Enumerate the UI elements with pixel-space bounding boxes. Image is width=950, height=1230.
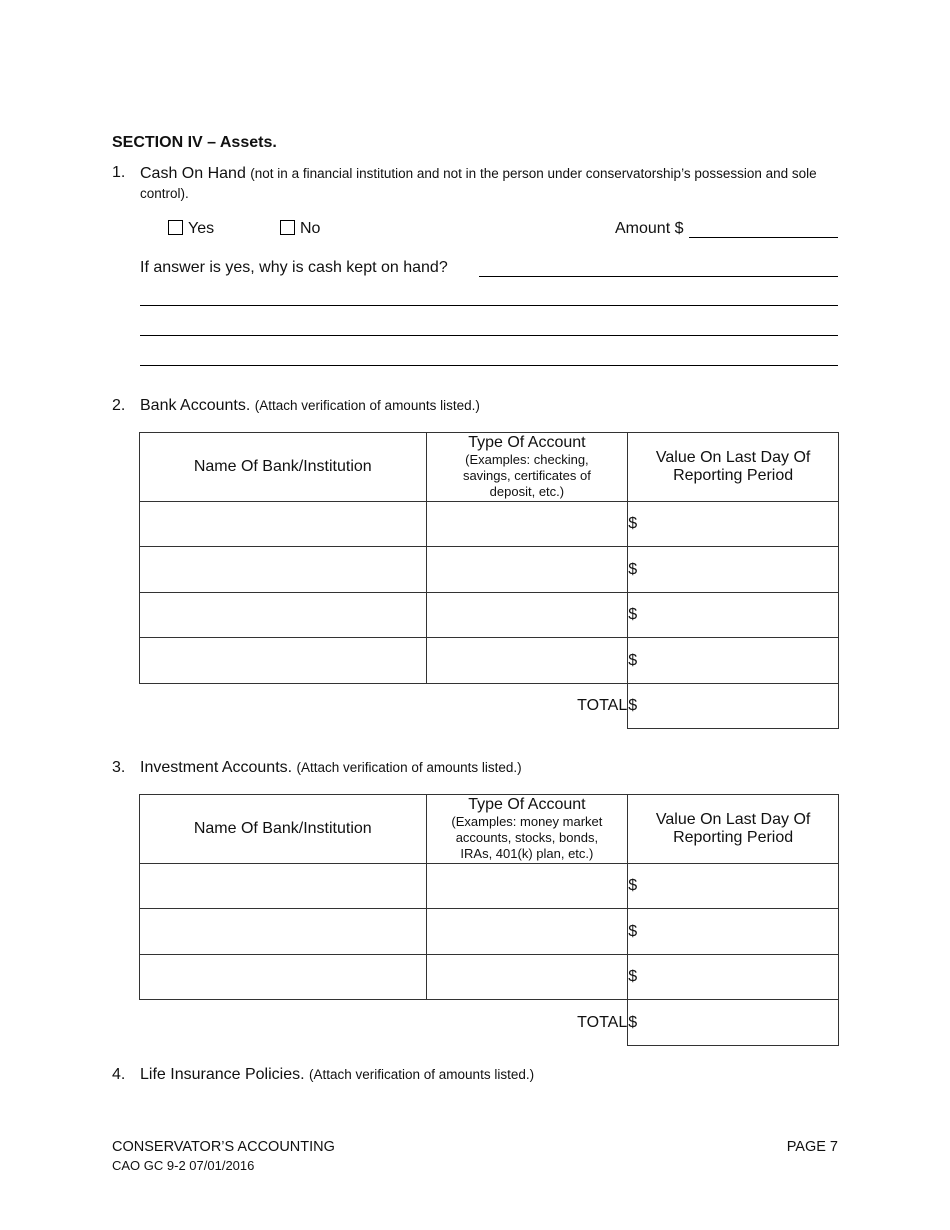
- yes-option[interactable]: [168, 220, 214, 238]
- q2-title: Bank Accounts.: [140, 397, 251, 414]
- total-label: TOTAL: [577, 697, 628, 715]
- bank-name-cell[interactable]: [140, 547, 427, 593]
- q1-heading: [140, 164, 830, 204]
- total-value-cell[interactable]: $: [628, 684, 839, 729]
- amount-field[interactable]: [689, 237, 838, 238]
- value-cell[interactable]: $: [628, 593, 839, 638]
- q4-heading: [140, 1066, 534, 1084]
- no-option[interactable]: [280, 220, 320, 238]
- bank-name-cell[interactable]: [140, 593, 427, 638]
- header-value: Value On Last Day Of Reporting Period: [628, 433, 839, 502]
- page-number: PAGE 7: [786, 1139, 838, 1155]
- table-row: [140, 955, 839, 1000]
- why-field-line-1[interactable]: [479, 276, 838, 277]
- q4-title: Life Insurance Policies.: [140, 1066, 305, 1083]
- account-type-cell[interactable]: [426, 909, 628, 955]
- header-account-type-main: Type Of Account: [468, 434, 586, 451]
- q1-subtitle: (not in a financial institution and not in the person under conservatorship’s possession and sole control).: [140, 166, 817, 201]
- footer-form-id: CAO GC 9-2 07/01/2016: [112, 1158, 255, 1173]
- section-title: SECTION IV – Assets.: [112, 134, 277, 151]
- value-cell[interactable]: $: [628, 955, 839, 1000]
- no-label: No: [300, 220, 321, 237]
- no-checkbox[interactable]: [280, 220, 295, 235]
- header-account-type-examples: (Examples: checking, savings, certificates of deposit, etc.): [462, 452, 591, 499]
- yes-label: Yes: [188, 220, 215, 237]
- header-bank-name: Name Of Bank/Institution: [140, 795, 427, 864]
- total-row: [140, 1000, 839, 1046]
- q4-number: 4.: [112, 1066, 126, 1083]
- header-value: Value On Last Day Of Reporting Period: [628, 795, 839, 864]
- table-row: [140, 502, 839, 547]
- account-type-cell[interactable]: [426, 593, 628, 638]
- table-row: [140, 864, 839, 909]
- amount-label: Amount $: [615, 220, 684, 237]
- bank-name-cell[interactable]: [140, 955, 427, 1000]
- yes-checkbox[interactable]: [168, 220, 183, 235]
- total-label: TOTAL: [577, 1013, 628, 1031]
- header-account-type: [426, 433, 628, 502]
- account-type-cell[interactable]: [426, 955, 628, 1000]
- q3-subtitle: (Attach verification of amounts listed.): [296, 760, 522, 775]
- value-cell[interactable]: $: [628, 638, 839, 684]
- header-account-type-examples: (Examples: money market accounts, stocks, bonds, IRAs, 401(k) plan, etc.): [451, 814, 603, 861]
- header-bank-name: Name Of Bank/Institution: [140, 433, 427, 502]
- table-row: [140, 909, 839, 955]
- why-field-line-3[interactable]: [140, 335, 838, 336]
- why-field-line-4[interactable]: [140, 365, 838, 366]
- table-row: [140, 593, 839, 638]
- header-account-type-main: Type Of Account: [468, 796, 586, 813]
- q3-number: 3.: [112, 759, 126, 776]
- q2-number: 2.: [112, 397, 126, 414]
- q3-heading: [140, 759, 522, 777]
- why-label: If answer is yes, why is cash kept on hand?: [140, 259, 448, 276]
- q1-number: 1.: [112, 164, 126, 181]
- bank-name-cell[interactable]: [140, 638, 427, 684]
- value-cell[interactable]: $: [628, 864, 839, 909]
- table-row: [140, 638, 839, 684]
- total-value-cell[interactable]: $: [628, 1000, 839, 1046]
- value-cell[interactable]: $: [628, 502, 839, 547]
- q3-title: Investment Accounts.: [140, 759, 293, 776]
- q1-title: Cash On Hand: [140, 165, 246, 182]
- bank-name-cell[interactable]: [140, 909, 427, 955]
- footer-title: CONSERVATOR’S ACCOUNTING: [112, 1139, 335, 1155]
- table-row: [140, 547, 839, 593]
- bank-accounts-table: [139, 432, 839, 729]
- value-cell[interactable]: $: [628, 909, 839, 955]
- total-row: [140, 684, 839, 729]
- q2-subtitle: (Attach verification of amounts listed.): [254, 398, 480, 413]
- investment-accounts-table: [139, 794, 839, 1046]
- bank-name-cell[interactable]: [140, 502, 427, 547]
- header-account-type: [426, 795, 628, 864]
- table-header-row: [140, 433, 839, 502]
- q2-heading: [140, 397, 480, 415]
- account-type-cell[interactable]: [426, 864, 628, 909]
- value-cell[interactable]: $: [628, 547, 839, 593]
- account-type-cell[interactable]: [426, 638, 628, 684]
- account-type-cell[interactable]: [426, 502, 628, 547]
- why-field-line-2[interactable]: [140, 305, 838, 306]
- q4-subtitle: (Attach verification of amounts listed.): [308, 1067, 535, 1082]
- bank-name-cell[interactable]: [140, 864, 427, 909]
- table-header-row: [140, 795, 839, 864]
- account-type-cell[interactable]: [426, 547, 628, 593]
